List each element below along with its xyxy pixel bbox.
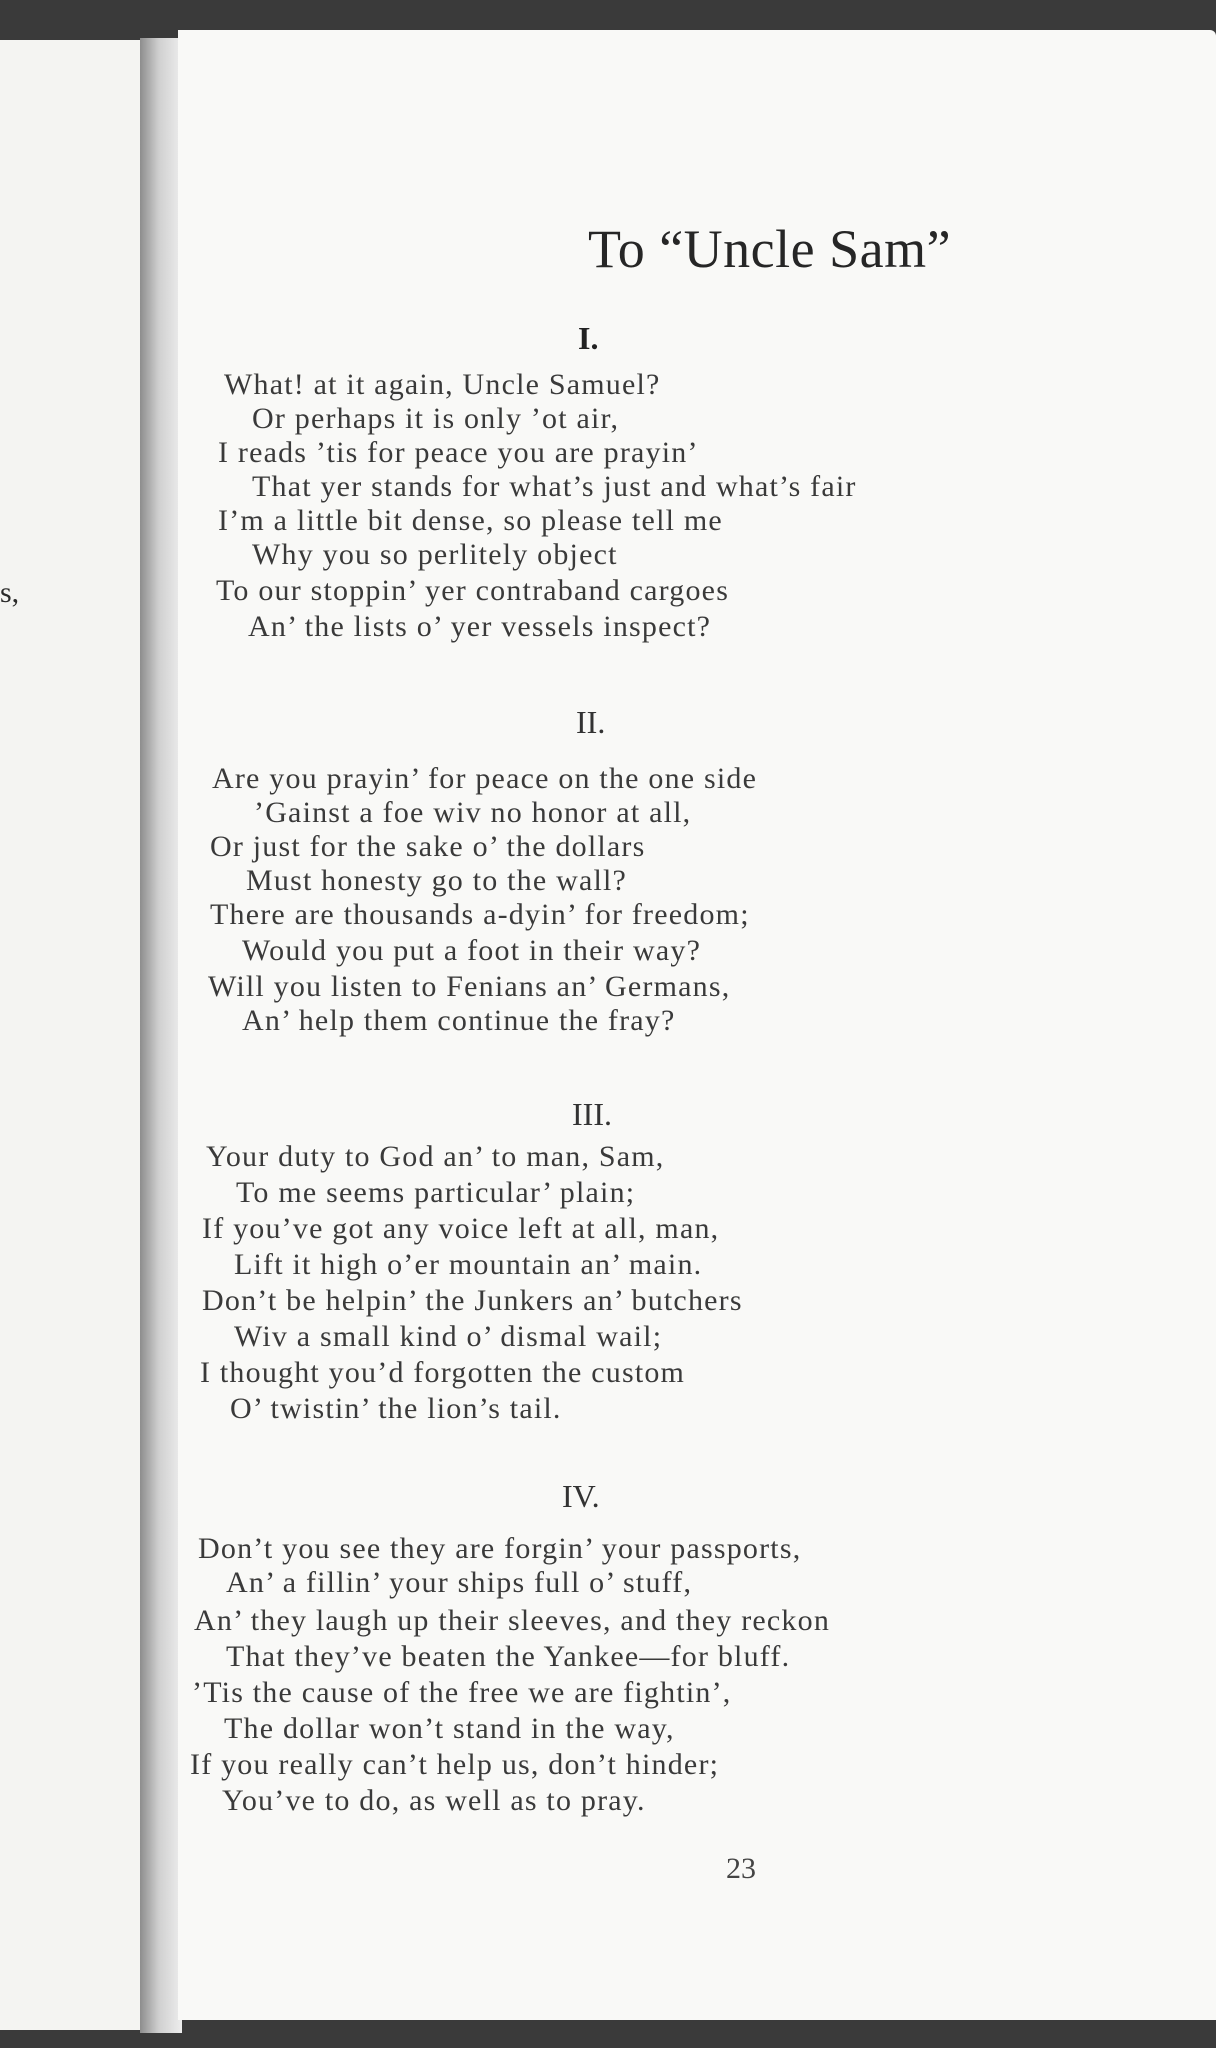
poem-line: To me seems particular’ plain; [236,1176,636,1209]
poem-line: I reads ’tis for peace you are prayin’ [218,436,699,469]
stanza-numeral: IV. [562,1478,600,1514]
poem-line: There are thousands a-dyin’ for freedom; [210,898,750,931]
poem-line: An’ they laugh up their sleeves, and they reckon [194,1604,831,1637]
poem-line: ’Gainst a foe wiv no honor at all, [254,796,692,829]
poem-line: An’ the lists o’ yer vessels inspect? [248,610,712,643]
poem-line: Wiv a small kind o’ dismal wail; [234,1320,663,1353]
poem-line: I thought you’d forgotten the custom [200,1356,686,1389]
poem-line: Would you put a foot in their way? [242,934,702,967]
poem-line: What! at it again, Uncle Samuel? [224,368,661,401]
poem-line: Must honesty go to the wall? [246,864,628,897]
poem-line: An’ help them continue the fray? [242,1004,676,1037]
stanza-numeral: I. [578,320,599,356]
poem-line: Lift it high o’er mountain an’ main. [234,1248,703,1281]
book-page [178,30,1216,2020]
poem-line: Will you listen to Fenians an’ Germans, [208,970,731,1003]
poem-line: Why you so perlitely object [252,538,618,571]
poem-line: Are you prayin’ for peace on the one side [212,762,758,795]
poem-line: If you’ve got any voice left at all, man, [202,1212,720,1245]
poem-line: Or perhaps it is only ’ot air, [252,402,620,435]
stanza-numeral: II. [576,704,606,740]
poem-line: To our stoppin’ yer contraband cargoes [216,574,730,607]
poem-line: ’Tis the cause of the free we are fightin’, [192,1676,732,1709]
stanza-numeral: III. [572,1096,612,1132]
poem-line: The dollar won’t stand in the way, [224,1712,675,1745]
left-page-text-fragment: s, [0,576,20,609]
poem-line: I’m a little bit dense, so please tell me [218,504,723,537]
poem-line: That they’ve beaten the Yankee—for bluff. [226,1640,791,1673]
left-page-edge [0,40,150,2030]
poem-line: Don’t you see they are forgin’ your passports, [198,1532,802,1565]
page-number: 23 [726,1852,756,1885]
poem-line: Your duty to God an’ to man, Sam, [206,1140,665,1173]
poem-line: That yer stands for what’s just and what’s fair [252,470,857,503]
poem-line: Or just for the sake o’ the dollars [210,830,646,863]
poem-line: An’ a fillin’ your ships full o’ stuff, [226,1566,693,1599]
poem-line: O’ twistin’ the lion’s tail. [230,1392,562,1425]
poem-line: You’ve to do, as well as to pray. [222,1784,646,1817]
poem-line: If you really can’t help us, don’t hinder; [190,1748,720,1781]
poem-line: Don’t be helpin’ the Junkers an’ butchers [202,1284,743,1317]
poem-title: To “Uncle Sam” [588,219,952,279]
book-gutter [140,38,182,2033]
